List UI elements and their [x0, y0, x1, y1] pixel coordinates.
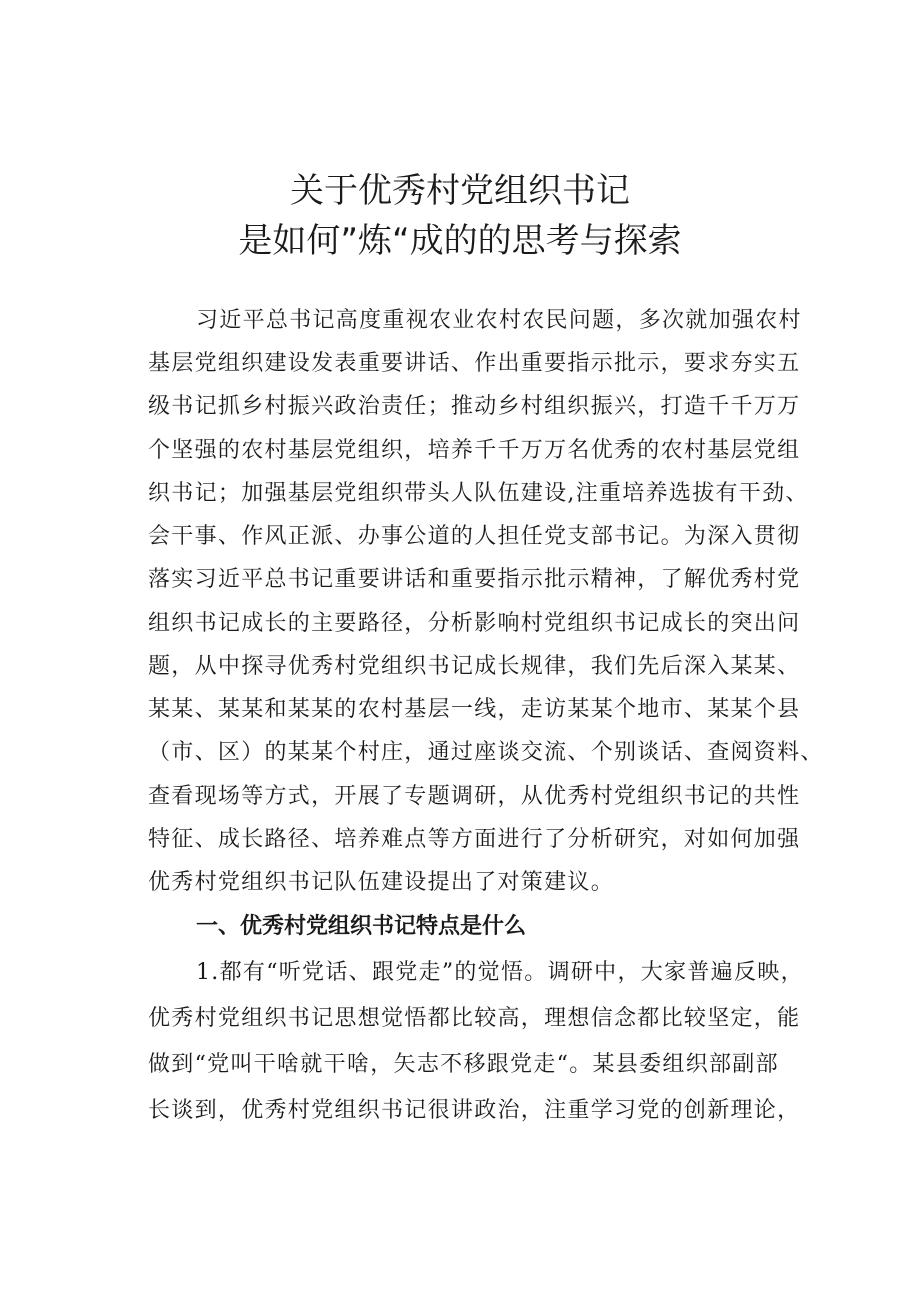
section-heading: 一、优秀村党组织书记特点是什么: [196, 914, 527, 939]
intro-paragraph-line: 落实习近平总书记重要讲话和重要指示批示精神，了解优秀村党: [148, 567, 801, 592]
intro-paragraph-line: 个坚强的农村基层党组织，培养千千万万名优秀的农村基层党组: [148, 438, 801, 463]
document-title-line-1: 关于优秀村党组织书记: [290, 171, 630, 211]
intro-paragraph-line: 习近平总书记高度重视农业农村农民问题，多次就加强农村: [196, 308, 802, 333]
section-paragraph-line: 优秀村党组织书记思想觉悟都比较高，理想信念都比较坚定，能: [148, 1006, 801, 1031]
intro-paragraph-line: 会干事、作风正派、办事公道的人担任党支部书记。为深入贯彻: [148, 524, 801, 549]
intro-paragraph-line: 级书记抓乡村振兴政治责任；推动乡村组织振兴，打造千千万万: [148, 394, 801, 419]
intro-paragraph-line: 织书记；加强基层党组织带头人队伍建设,注重培养选拔有干劲、: [148, 481, 809, 506]
intro-paragraph-line: 优秀村党组织书记队伍建设提出了对策建议。: [148, 870, 615, 895]
intro-paragraph-line: 查看现场等方式，开展了专题调研，从优秀村党组织书记的共性: [148, 784, 801, 809]
intro-paragraph-line: 题，从中探寻优秀村党组织书记成长规律，我们先后深入某某、: [148, 654, 801, 679]
intro-paragraph-line: 组织书记成长的主要路径，分析影响村党组织书记成长的突出问: [148, 611, 801, 636]
section-paragraph-line: 做到“党叫干啥就干啥，矢志不移跟党走“。某县委组织部副部: [148, 1052, 779, 1077]
intro-paragraph-line: 基层党组织建设发表重要讲话、作出重要指示批示，要求夯实五: [148, 351, 801, 376]
intro-paragraph-line: （市、区）的某某个村庄，通过座谈交流、个别谈话、查阅资料、: [148, 740, 824, 765]
section-paragraph-line: 长谈到，优秀村党组织书记很讲政治，注重学习党的创新理论，: [148, 1098, 801, 1123]
document-title-line-2: 是如何”炼“成的的思考与探索: [238, 221, 682, 261]
intro-paragraph-line: 特征、成长路径、培养难点等方面进行了分析研究，对如何加强: [148, 827, 801, 852]
section-paragraph-line: 1.都有“听党话、跟党走”的觉悟。调研中，大家普遍反映，: [196, 960, 804, 985]
intro-paragraph-line: 某某、某某和某某的农村基层一线，走访某某个地市、某某个县: [148, 697, 801, 722]
